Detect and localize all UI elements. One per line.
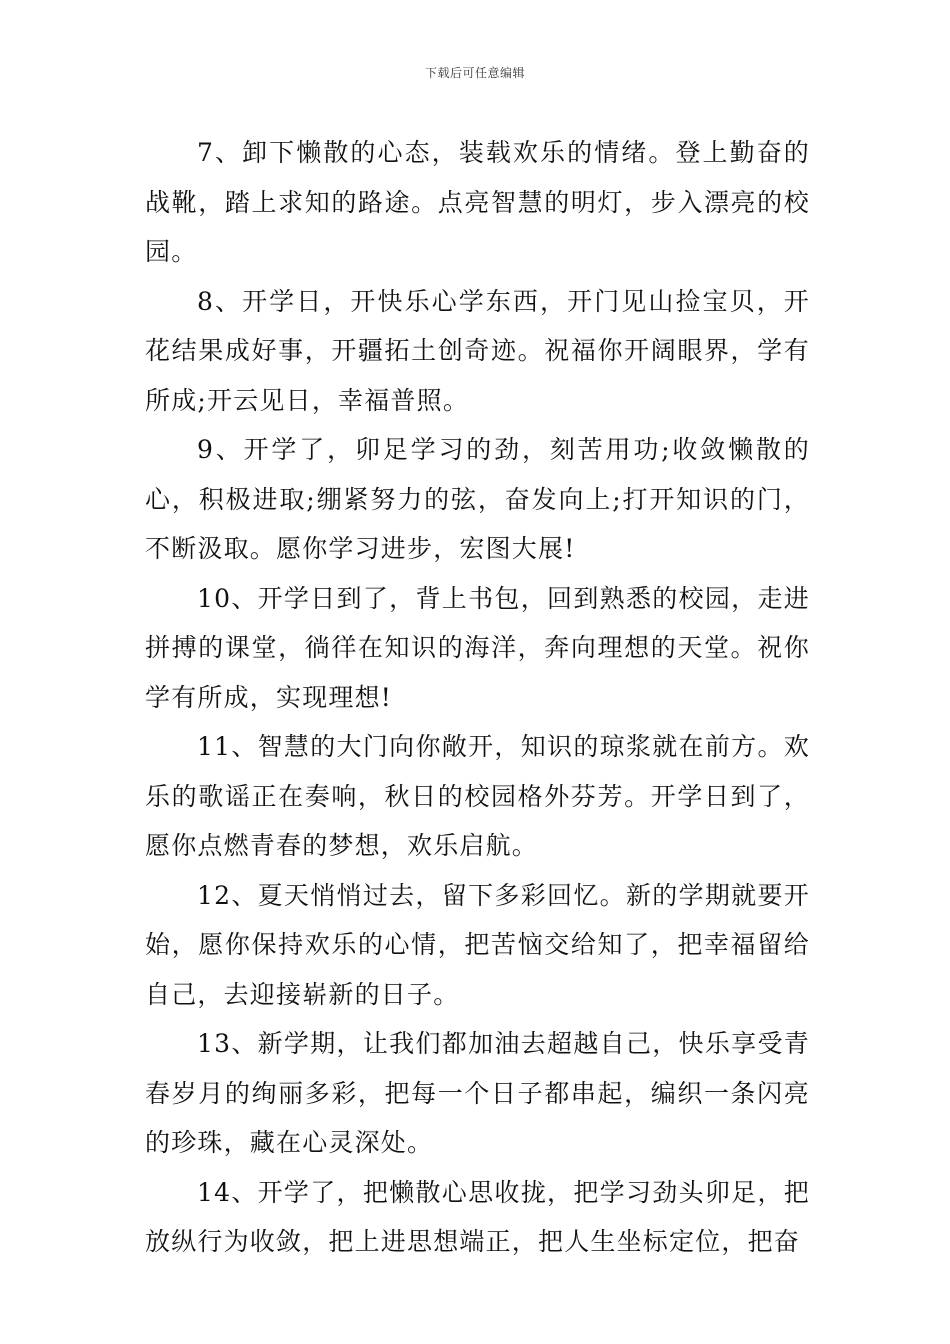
paragraph-8: 8、开学日，开快乐心学东西，开门见山捡宝贝，开花结果成好事，开疆拓土创奇迹。祝福你开阔眼界，学有所成;开云见日，幸福普照。 — [145, 286, 810, 415]
paragraph-7: 7、卸下懒散的心态，装载欢乐的情绪。登上勤奋的战靴，踏上求知的路途。点亮智慧的明灯，步入漂亮的校园。 — [145, 138, 810, 266]
paragraph-13: 13、新学期，让我们都加油去超越自己，快乐享受青春岁月的绚丽多彩，把每一个日子都串起，编织一条闪亮的珍珠，藏在心灵深处。 — [145, 1029, 810, 1157]
paragraph-10: 10、开学日到了，背上书包，回到熟悉的校园，走进拼搏的课堂，徜徉在知识的海洋，奔向理想的天堂。祝你学有所成，实现理想! — [145, 583, 810, 712]
paragraph-14: 14、开学了，把懒散心思收拢，把学习劲头卯足，把放纵行为收敛，把上进思想端正，把人生坐标定位，把奋 — [145, 1177, 810, 1256]
paragraph-11: 11、智慧的大门向你敞开，知识的琼浆就在前方。欢乐的歌谣正在奏响，秋日的校园格外芬芳。开学日到了，愿你点燃青春的梦想，欢乐启航。 — [145, 732, 810, 860]
paragraph-12: 12、夏天悄悄过去，留下多彩回忆。新的学期就要开始，愿你保持欢乐的心情，把苦恼交给知了，把幸福留给自己，去迎接崭新的日子。 — [145, 880, 810, 1009]
page-header: 下载后可任意编辑 — [424, 66, 525, 80]
paragraph-9: 9、开学了，卯足学习的劲，刻苦用功;收敛懒散的心，积极进取;绷紧努力的弦，奋发向上;打开知识的门，不断汲取。愿你学习进步，宏图大展! — [145, 435, 810, 563]
document-body — [145, 128, 810, 1267]
